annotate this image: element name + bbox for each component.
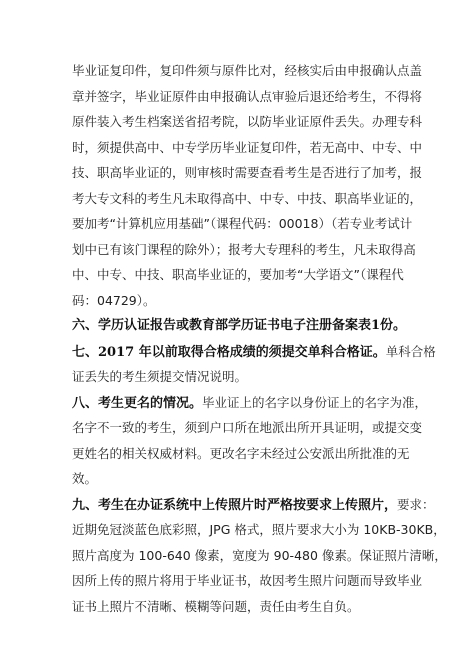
paragraph-line: 原件装入考生档案送省招考院，以防毕业证原件丢失。办理专科: [72, 114, 423, 129]
paragraph-line: 毕业证复印件，复印件须与原件比对，经核实后由申报确认点盖: [72, 63, 423, 78]
paragraph-line: 证丢失的考生须提交情况说明。: [72, 369, 248, 384]
item-9-first-line: [72, 492, 435, 518]
item-7: [72, 339, 436, 390]
item-7-body-start: 单科合格: [385, 343, 436, 359]
item-7-first-line: [72, 339, 436, 365]
item-8: [72, 390, 428, 492]
paragraph-line: 近期免冠淡蓝色底彩照，JPG 格式，照片要求大小为 10KB-30KB，: [72, 522, 446, 537]
item-7-heading: 七、2017 年以前取得合格成绩的须提交单科合格证。: [72, 344, 386, 360]
paragraph-line: 时，须提供高中、中专学历毕业证复印件，若无高中、中专、中: [72, 139, 423, 155]
paragraph-line: 效。: [72, 471, 98, 486]
paragraph-line: 划中已有该门课程的除外）；报考大专理科的考生，凡未取得高: [72, 241, 416, 257]
paragraph-line: 照片高度为 100-640 像素，宽度为 90-480 像素。保证照片清晰，: [72, 547, 447, 563]
paragraph-line: 证书上照片不清晰、模糊等问题，责任由考生自负。: [72, 598, 360, 614]
paragraph-line: 因所上传的照片将用于毕业证书，故因考生照片问题而导致毕业: [72, 573, 423, 588]
item-6-heading: 六、学历认证报告或教育部学历证书电子注册备案表1份。: [72, 318, 407, 333]
paragraph-line: 更姓名的相关权威材料。更改名字未经过公安派出所批准的无: [72, 445, 410, 461]
item-9: [72, 492, 447, 620]
item-9-body-start: 要求：: [397, 496, 435, 512]
paragraph-line: 名字不一致的考生，须到户口所在地派出所开具证明，或提交变: [72, 420, 423, 435]
paragraph-line: 技、职高毕业证的，则审核时需要查看考生是否进行了加考，报: [72, 165, 423, 180]
paragraph-line: 章并签字，毕业证原件由申报确认点审验后退还给考生，不得将: [72, 88, 423, 104]
item-9-heading: 九、考生在办证系统中上传照片时严格按要求上传照片，: [72, 497, 398, 513]
item-6: [72, 313, 406, 339]
item-8-first-line: [72, 390, 428, 416]
item-8-body-start: 毕业证上的名字以身份证上的名字为准，: [202, 394, 428, 410]
item-8-heading: 八、考生更名的情况。: [72, 395, 203, 411]
paragraph-line: 码：04729）。: [72, 292, 156, 308]
paragraph-line: 考大专文科的考生凡未取得高中、中专、中技、职高毕业证的，: [72, 190, 423, 206]
paragraph-line: 中、中专、中技、职高毕业证的，要加考“大学语文”（课程代: [72, 267, 404, 282]
paragraph-line: 要加考“计算机应用基础”（课程代码：00018）（若专业考试计: [72, 216, 413, 231]
continuation-paragraph: [72, 58, 423, 313]
